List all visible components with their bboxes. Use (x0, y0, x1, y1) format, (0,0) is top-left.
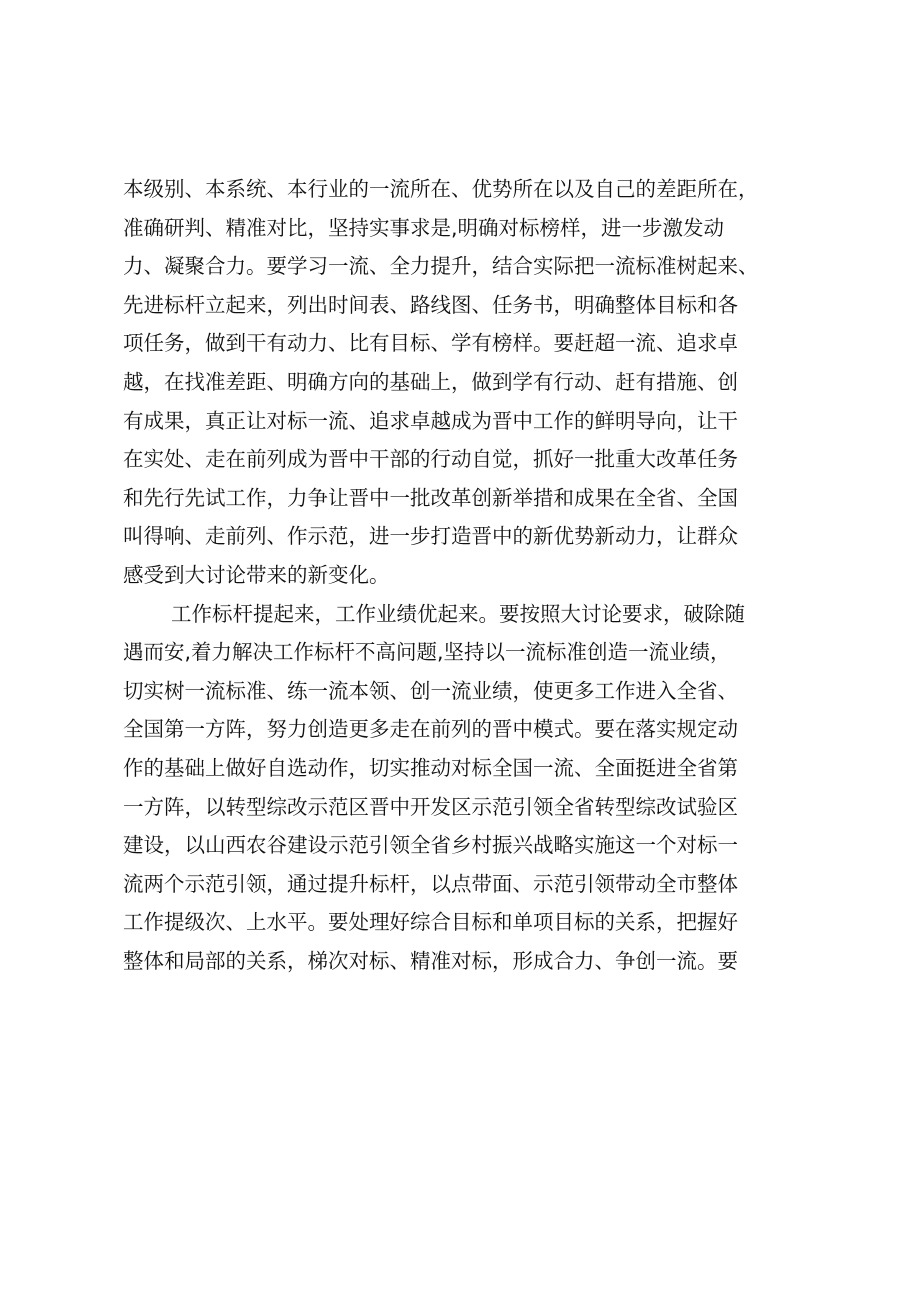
paragraph-line: 准确研判、精准对比，坚持实事求是,明确对标榜样，进一步激发动 (123, 215, 725, 240)
paragraph-line: 切实树一流标准、练一流本领、创一流业绩，使更多工作进入全省、 (123, 678, 738, 703)
paragraph-line: 先进标杆立起来，列出时间表、路线图、任务书，明确整体目标和各 (123, 292, 738, 317)
paragraph-line: 本级别、本系统、本行业的一流所在、优势所在以及自己的差距所在， (123, 177, 759, 201)
paragraph-line: 力、凝聚合力。要学习一流、全力提升，结合实际把一流标准树起来、 (123, 254, 759, 279)
paragraph-line: 有成果，真正让对标一流、追求卓越成为晋中工作的鲜明导向，让干 (123, 408, 738, 433)
paragraph-line: 建设，以山西农谷建设示范引领全省乡村振兴战略实施这一个对标一 (123, 833, 738, 858)
paragraph-line: 越，在找准差距、明确方向的基础上，做到学有行动、赶有措施、创 (123, 369, 738, 394)
paragraph-line: 工作标杆提起来，工作业绩优起来。要按照大讨论要求，破除随 (171, 601, 745, 626)
paragraph-line: 工作提级次、上水平。要处理好综合目标和单项目标的关系，把握好 (123, 910, 738, 935)
document-body (123, 170, 843, 980)
paragraph-line: 一方阵，以转型综改示范区晋中开发区示范引领全省转型综改试验区 (123, 794, 738, 819)
paragraph-line: 叫得响、走前列、作示范，进一步打造晋中的新优势新动力，让群众 (123, 524, 738, 549)
paragraph-line: 作的基础上做好自选动作，切实推动对标全国一流、全面挺进全省第 (123, 755, 738, 780)
paragraph-line: 项任务，做到干有动力、比有目标、学有榜样。要赶超一流、追求卓 (123, 331, 738, 356)
paragraph-line: 流两个示范引领，通过提升标杆，以点带面、示范引领带动全市整体 (123, 871, 738, 896)
paragraph-line: 和先行先试工作，力争让晋中一批改革创新举措和成果在全省、全国 (123, 485, 738, 510)
paragraph-line: 遇而安,着力解决工作标杆不高问题,坚持以一流标准创造一流业绩， (123, 640, 731, 665)
paragraph-2 (123, 595, 843, 981)
paragraph-line: 全国第一方阵，努力创造更多走在前列的晋中模式。要在落实规定动 (123, 717, 738, 742)
paragraph-line: 整体和局部的关系，梯次对标、精准对标，形成合力、争创一流。要 (123, 948, 738, 973)
paragraph-line: 在实处、走在前列成为晋中干部的行动自觉，抓好一批重大改革任务 (123, 447, 738, 472)
paragraph-1 (123, 170, 843, 595)
paragraph-line: 感受到大讨论带来的新变化。 (123, 562, 390, 587)
